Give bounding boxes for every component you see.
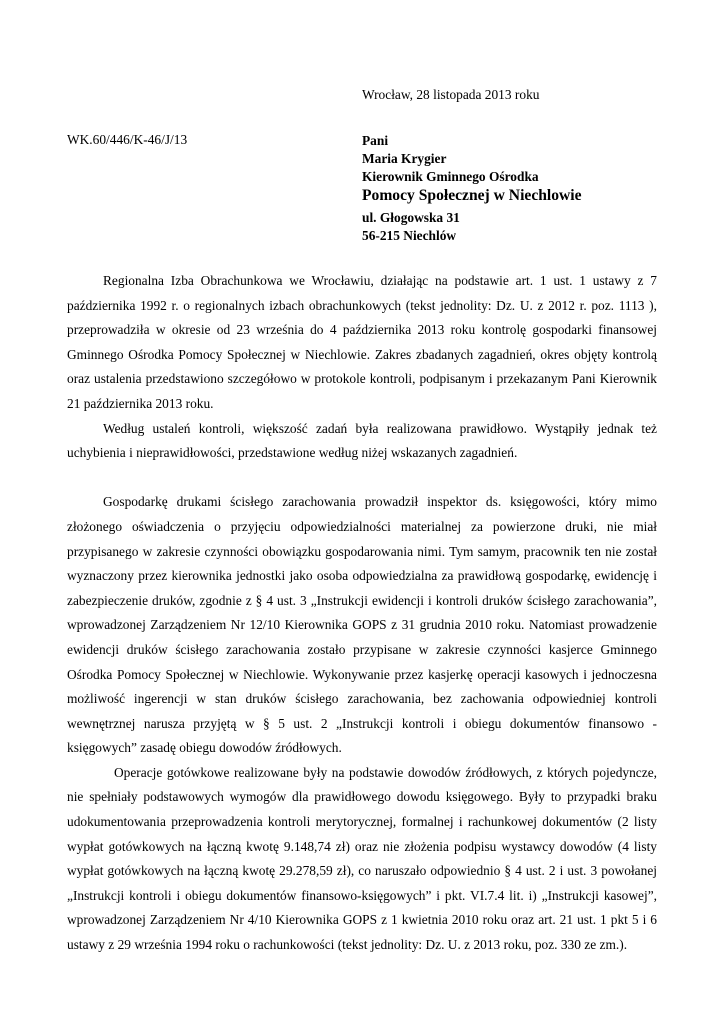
paragraph-intro: Regionalna Izba Obrachunkowa we Wrocławiu, działając na podstawie art. 1 ust. 1 ustawy z 7 października 1992 r. o regionalnych izbach obrachunkowych (tekst jednolity: Dz. U. z 2012 r. poz. 1113 ), przeprowadziła w okresie od 23 września do 4 października 2013 roku kontrolę gospodarki finansowej Gminnego Ośrodka Pomocy Społecznej w Niechlowie. Zakres zbadanych zagadnień, okres objęty kontrolą oraz ustalenia przedstawiono szczegółowo w protokole kontroli, podpisanym i przekazanym Pani Kierownik 21 października 2013 roku. (67, 273, 657, 411)
date-line: Wrocław, 28 listopada 2013 roku (362, 87, 540, 102)
recipient-address (362, 209, 460, 245)
reference-number: WK.60/446/K-46/J/13 (67, 132, 188, 147)
recipient-title-line1: Kierownik Gminnego Ośrodka (362, 169, 539, 184)
paragraph-cash-operations: Operacje gotówkowe realizowane były na podstawie dowodów źródłowych, z których pojedyncze, nie spełniały podstawowych wymogów dla prawidłowego dowodu księgowego. Były to przypadki braku udokumentowania przeprowadzenia kontroli merytorycznej, formalnej i rachunkowej dokumentów (2 listy wypłat gotówkowych na łączną kwotę 9.148,74 zł) oraz nie złożenia podpisu wystawcy dowodów (4 listy wypłat gotówkowych na łączną kwotę 29.278,59 zł), co naruszało odpowiednio § 4 ust. 2 i ust. 3 powołanej „Instrukcji kontroli i obiegu dokumentów finansowo-księgowych” i pkt. VI.7.4 lit. i) „Instrukcji kasowej”, wprowadzonej Zarządzeniem Nr 4/10 Kierownika GOPS z 1 kwietnia 2010 roku oraz art. 21 ust. 1 pkt 5 i 6 ustawy z 29 września 1994 roku o rachunkowości (tekst jednolity: Dz. U. z 2013 roku, poz. 330 ze zm.). (67, 764, 657, 953)
recipient-name: Maria Krygier (362, 151, 447, 166)
address-postal-city: 56-215 Niechlów (362, 228, 457, 243)
recipient-salutation: Pani (362, 133, 389, 148)
recipient-block (362, 132, 582, 205)
letter-body (67, 269, 657, 958)
recipient-title-line2: Pomocy Społecznej w Niechlowie (362, 187, 582, 204)
paragraph-summary: Według ustaleń kontroli, większość zadań była realizowana prawidłowo. Wystąpiły jednak też uchybienia i nieprawidłowości, przedstawione według niżej wskazanych zagadnień. (67, 420, 657, 461)
paragraph-strict-forms: Gospodarkę drukami ścisłego zarachowania prowadził inspektor ds. księgowości, który mimo złożonego oświadczenia o przyjęciu odpowiedzialności materialnej za powierzone druki, nie miał przypisanego w zakresie czynności obowiązku gospodarowania nimi. Tym samym, pracownik ten nie został wyznaczony przez kierownika jednostki jako osoba odpowiedzialna za prawidłową gospodarkę, ewidencję i zabezpieczenie druków, zgodnie z § 4 ust. 3 „Instrukcji ewidencji i kontroli druków ścisłego zarachowania”, wprowadzonej Zarządzeniem Nr 12/10 Kierownika GOPS z 31 grudnia 2010 roku. Natomiast prowadzenie ewidencji druków ścisłego zarachowania zostało przypisane w zakresie czynności kasjerce Gminnego Ośrodka Pomocy Społecznej w Niechlowie. Wykonywanie przez kasjerkę operacji kasowych i jednoczesna możliwość ingerencji w stan druków ścisłego zarachowania, bez zachowania odpowiedniej kontroli wewnętrznej narusza przyjętą w § 5 ust. 2 „Instrukcji kontroli i obiegu dokumentów finansowo - księgowych” zasadę obiegu dowodów źródłowych. (67, 494, 657, 756)
address-street: ul. Głogowska 31 (362, 210, 460, 225)
